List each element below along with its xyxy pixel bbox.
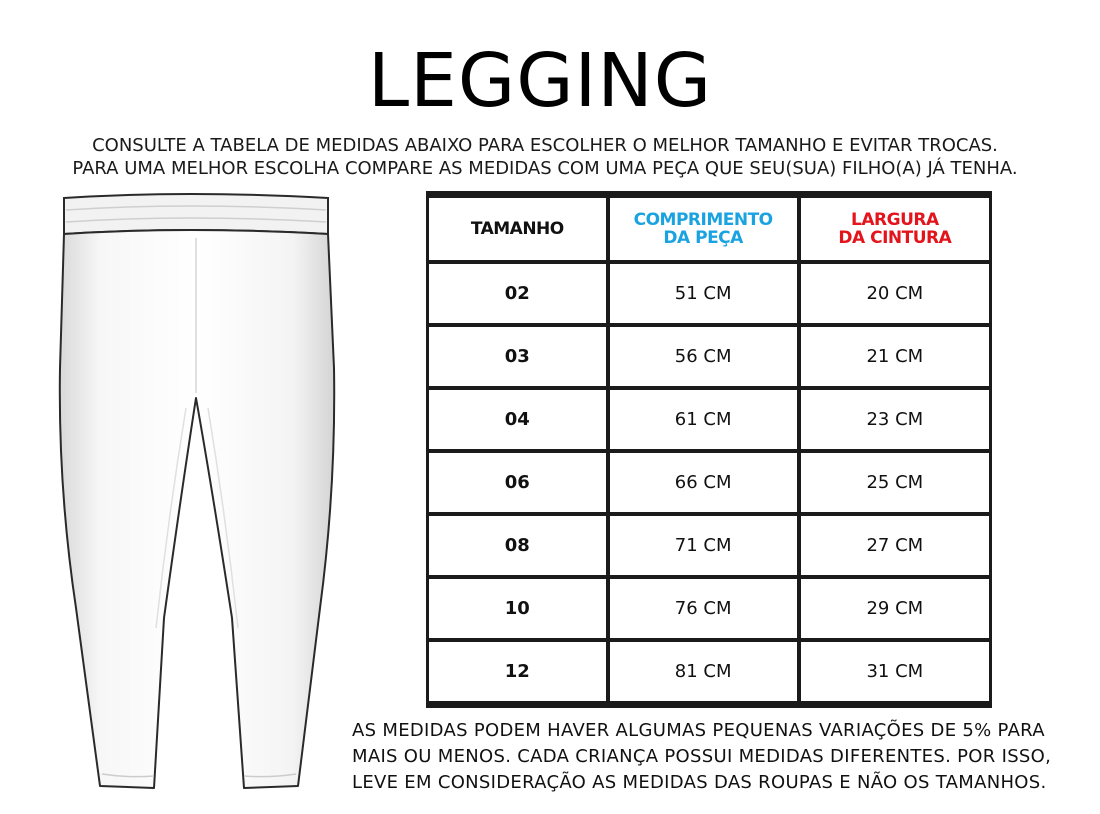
intro-line: PARA UMA MELHOR ESCOLHA COMPARE AS MEDIDAS COM UMA PEÇA QUE SEU(SUA) FILHO(A) JÁ TENHA. [72,158,1018,179]
header-waist-line1: LARGURA [851,210,939,230]
table-row [429,453,989,512]
header-length-line2: DA PEÇA [663,228,743,248]
header-waist [801,198,989,260]
size-cell: 02 [429,264,610,323]
intro-text [20,134,1070,180]
waist-cell: 31 CM [801,642,989,701]
waist-cell: 20 CM [801,264,989,323]
size-cell: 08 [429,516,610,575]
length-cell: 81 CM [610,642,801,701]
length-cell: 71 CM [610,516,801,575]
size-table [426,191,992,708]
note-line: AS MEDIDAS PODEM HAVER ALGUMAS PEQUENAS VARIAÇÕES DE 5% PARA [352,720,1045,741]
intro-line: CONSULTE A TABELA DE MEDIDAS ABAIXO PARA ESCOLHER O MELHOR TAMANHO E EVITAR TROCAS. [92,135,998,156]
header-size [429,198,610,260]
header-length-line1: COMPRIMENTO [633,210,773,230]
length-cell: 61 CM [610,390,801,449]
size-cell: 12 [429,642,610,701]
length-cell: 56 CM [610,327,801,386]
waist-cell: 23 CM [801,390,989,449]
table-header-row [429,198,989,260]
header-length [610,198,801,260]
table-row [429,579,989,638]
table-row [429,390,989,449]
size-cell: 06 [429,453,610,512]
table-row [429,642,989,701]
waist-cell: 27 CM [801,516,989,575]
waist-cell: 29 CM [801,579,989,638]
table-row [429,327,989,386]
size-cell: 03 [429,327,610,386]
length-cell: 51 CM [610,264,801,323]
note-line: LEVE EM CONSIDERAÇÃO AS MEDIDAS DAS ROUPAS E NÃO OS TAMANHOS. [352,772,1047,793]
note-line: MAIS OU MENOS. CADA CRIANÇA POSSUI MEDIDAS DIFERENTES. POR ISSO, [352,746,1052,767]
legging-garment-icon [36,188,376,808]
table-row [429,264,989,323]
header-size-label: TAMANHO [470,219,564,239]
table-row [429,516,989,575]
length-cell: 76 CM [610,579,801,638]
size-cell: 04 [429,390,610,449]
length-cell: 66 CM [610,453,801,512]
waist-cell: 21 CM [801,327,989,386]
header-waist-line2: DA CINTURA [838,228,952,248]
page-title: LEGGING [367,38,713,124]
size-cell: 10 [429,579,610,638]
waist-cell: 25 CM [801,453,989,512]
measurement-note [352,718,1082,796]
